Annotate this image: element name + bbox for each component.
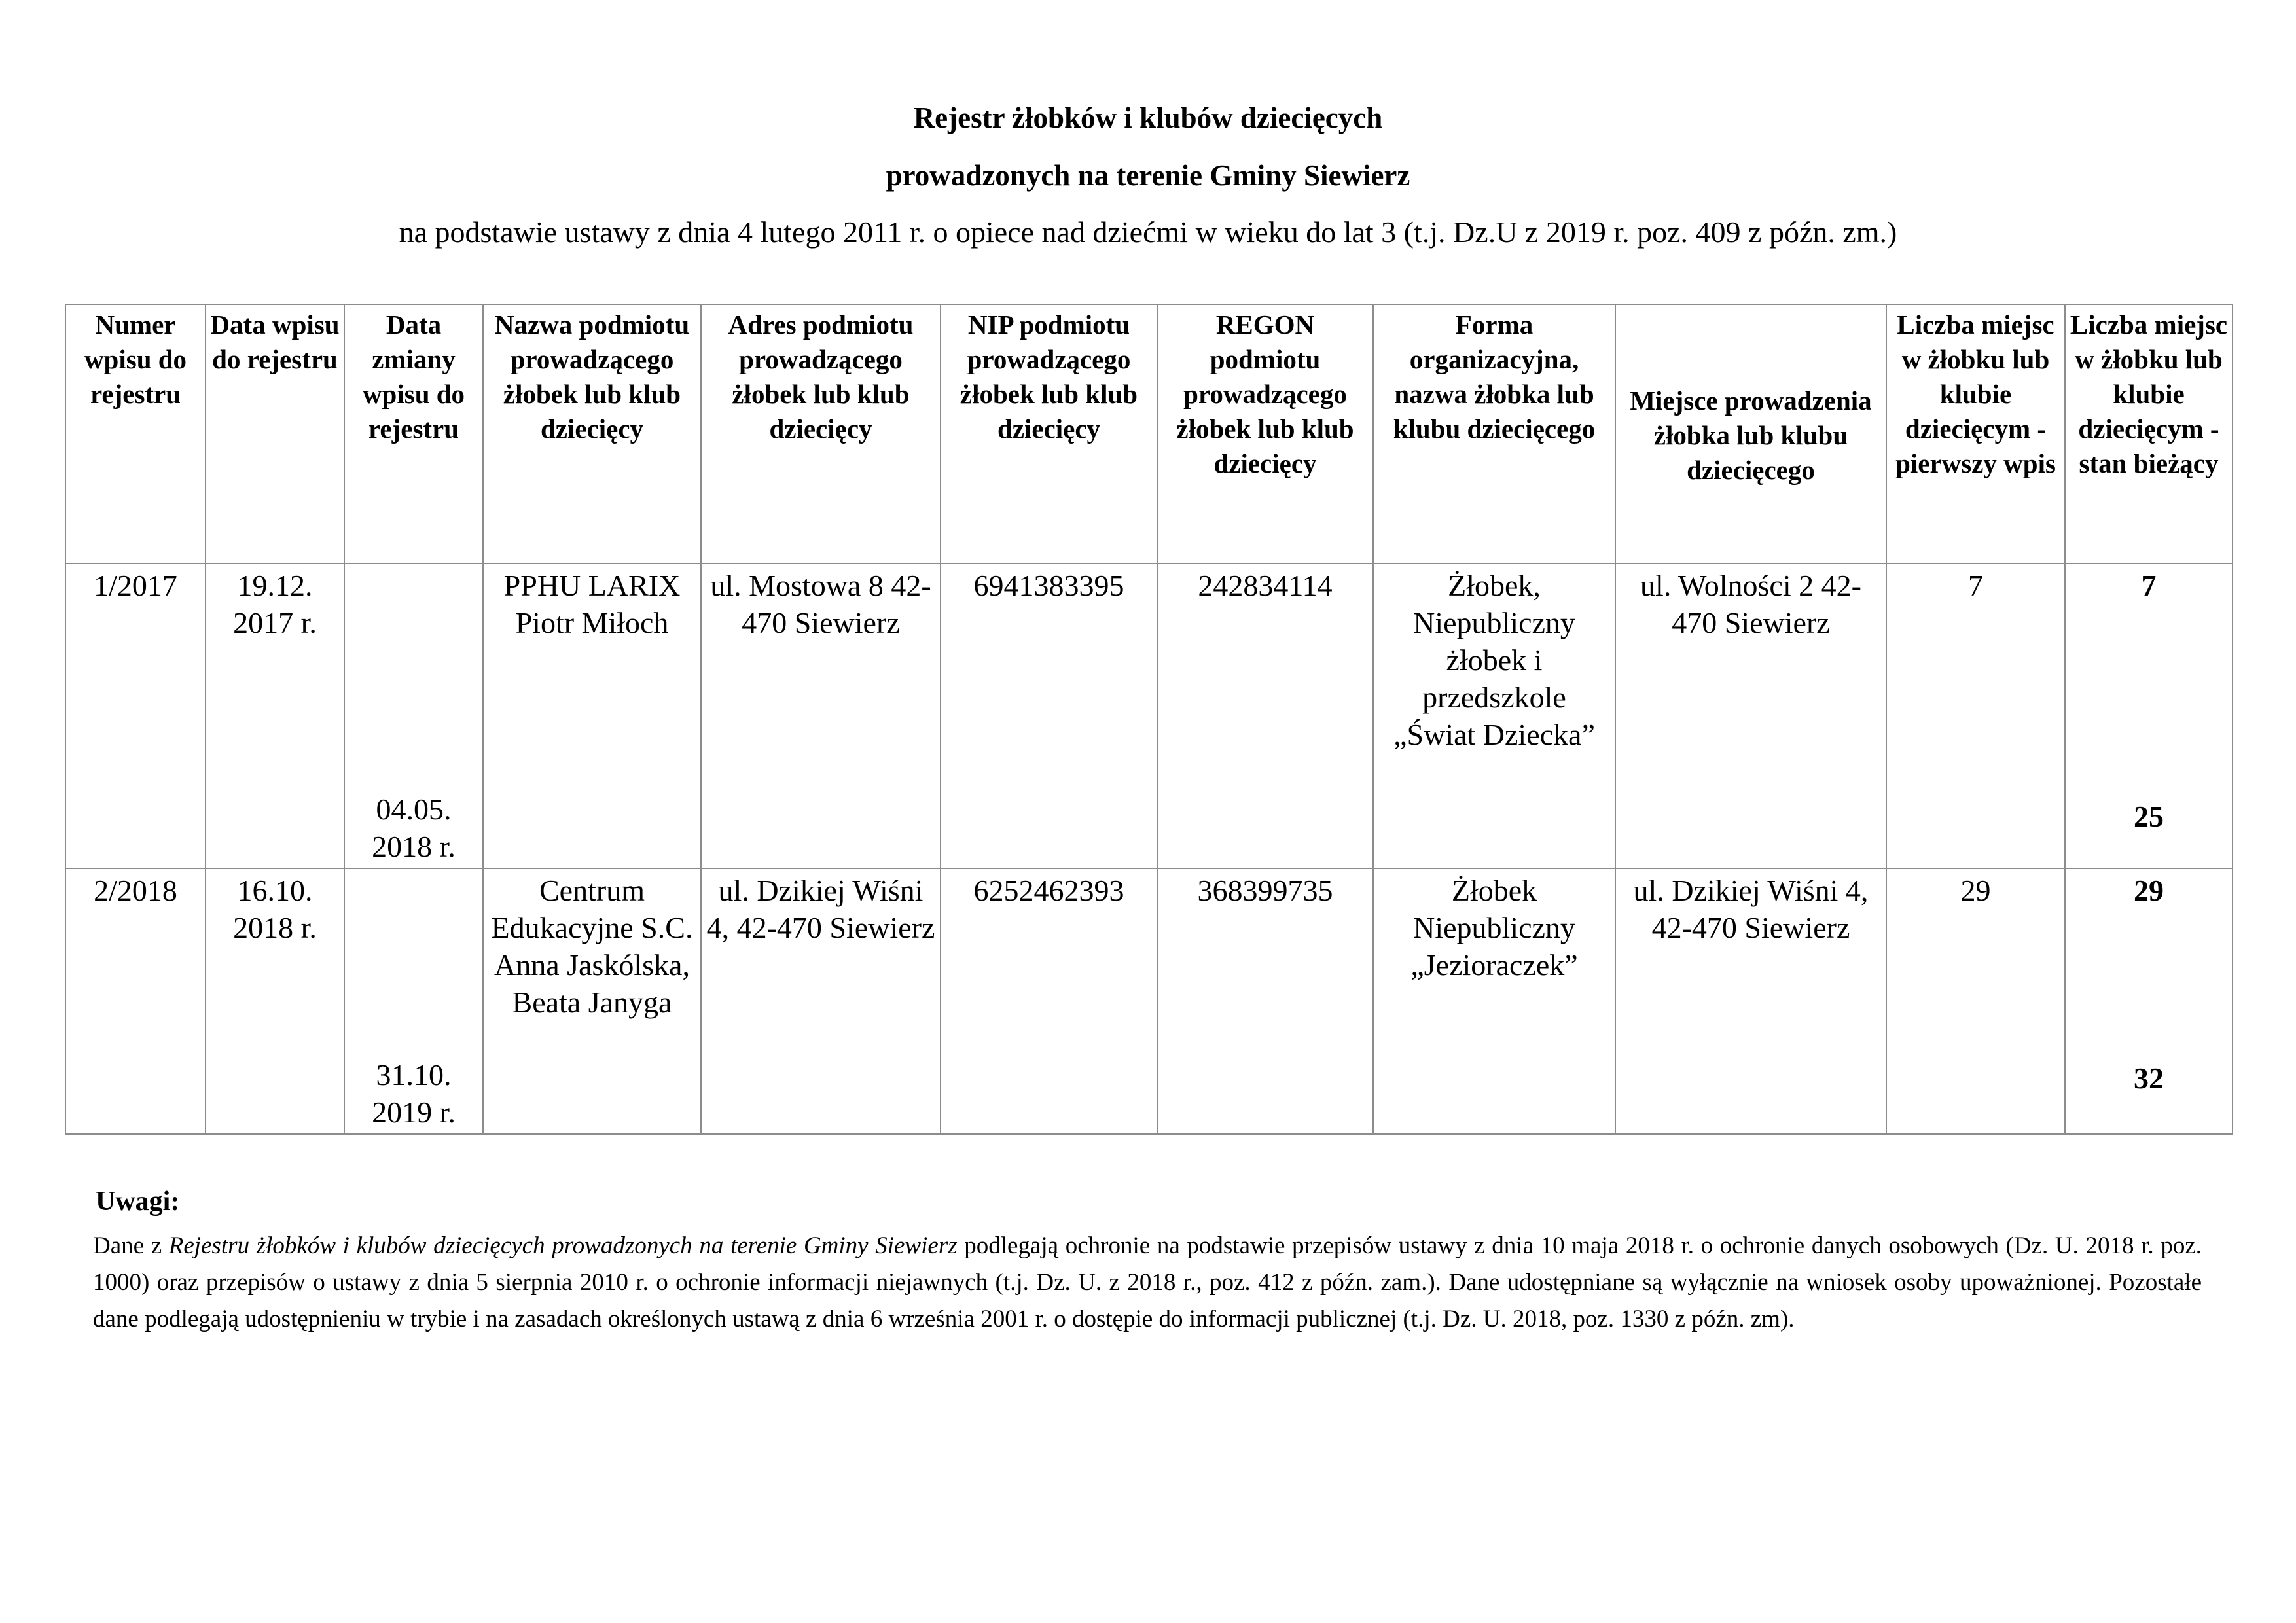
column-header-location: Miejsce prowadzenia żłobka lub klubu dziecięcego [1615, 304, 1886, 563]
cell-location: ul. Wolności 2 42-470 Siewierz [1615, 563, 1886, 868]
document-title-line2: prowadzonych na terenie Gminy Siewierz [886, 159, 1410, 192]
notes-text-start: Dane z [93, 1232, 169, 1259]
register-table [65, 304, 2233, 1135]
cell-places-first: 29 [1886, 868, 2065, 1134]
notes-register-name: Rejestru żłobków i klubów dziecięcych prowadzonych na terenie Gminy Siewierz [168, 1232, 958, 1259]
places-current-changed: 25 [2134, 800, 2164, 833]
table-header-row [65, 304, 2233, 563]
change-date-value: 04.05. 2018 r. [372, 793, 456, 863]
cell-location: ul. Dzikiej Wiśni 4, 42-470 Siewierz [1615, 868, 1886, 1134]
notes-heading: Uwagi: [96, 1186, 180, 1217]
column-header-places-first: Liczba miejsc w żłobku lub klubie dziecięcym - pierwszy wpis [1886, 304, 2065, 563]
cell-form-name: Żłobek Niepubliczny „Jezioraczek” [1373, 868, 1615, 1134]
document-title: Rejestr żłobków i klubów dziecięcych [913, 101, 1383, 134]
document-subtitle: na podstawie ustawy z dnia 4 lutego 2011 r. o opiece nad dziećmi w wieku do lat 3 (t.j. Dz.U z 2019 r. poz. 409 z późn. zm.) [399, 215, 1897, 249]
cell-number: 1/2017 [65, 563, 206, 868]
column-header-entry-date: Data wpisu do rejestru [206, 304, 344, 563]
column-header-number: Numer wpisu do rejestru [65, 304, 206, 563]
column-header-entity-name: Nazwa podmiotu prowadzącego żłobek lub klub dziecięcy [483, 304, 701, 563]
notes-text-rest: podlegają ochronie na podstawie przepisów ustawy z dnia 10 maja 2018 r. o ochronie danych osobowych (Dz. U. 2018 r. poz. 1000) oraz przepisów o ustawy z dnia 5 sierpnia 2010 r. o ochronie informacji niejawnych (t.j. Dz. U. z 2018 r., poz. 412 z późn. zam.). Dane udostępniane są wyłącznie na wniosek osoby upoważnionej. Pozostałe dane podlegają udostępnieniu w trybie i na zasadach określonych ustawą z dnia 6 września 2001 r. o dostępie do informacji publicznej (t.j. Dz. U. 2018, poz. 1330 z późn. zm). [93, 1232, 2202, 1332]
column-header-places-current: Liczba miejsc w żłobku lub klubie dziecięcym - stan bieżący [2065, 304, 2233, 563]
places-current-initial: 29 [2134, 874, 2164, 907]
cell-form-name: Żłobek, Niepubliczny żłobek i przedszkole „Świat Dziecka” [1373, 563, 1615, 868]
cell-change-date [344, 563, 483, 868]
cell-regon: 242834114 [1157, 563, 1373, 868]
cell-entry-date: 16.10. 2018 r. [206, 868, 344, 1134]
cell-entry-date: 19.12. 2017 r. [206, 563, 344, 868]
notes-text [93, 1228, 2202, 1338]
cell-nip: 6941383395 [941, 563, 1157, 868]
cell-entity-address: ul. Mostowa 8 42-470 Siewierz [701, 563, 941, 868]
cell-entity-name: PPHU LARIX Piotr Miłoch [483, 563, 701, 868]
cell-places-current [2065, 868, 2233, 1134]
cell-entity-name: Centrum Edukacyjne S.C. Anna Jaskólska, Beata Janyga [483, 868, 701, 1134]
places-current-changed: 32 [2134, 1061, 2164, 1095]
places-current-initial: 7 [2141, 569, 2157, 602]
column-header-entity-address: Adres podmiotu prowadzącego żłobek lub klub dziecięcy [701, 304, 941, 563]
column-header-change-date: Data zmiany wpisu do rejestru [344, 304, 483, 563]
column-header-regon: REGON podmiotu prowadzącego żłobek lub klub dziecięcy [1157, 304, 1373, 563]
cell-entity-address: ul. Dzikiej Wiśni 4, 42-470 Siewierz [701, 868, 941, 1134]
cell-change-date [344, 868, 483, 1134]
cell-nip: 6252462393 [941, 868, 1157, 1134]
cell-places-first: 7 [1886, 563, 2065, 868]
cell-number: 2/2018 [65, 868, 206, 1134]
change-date-value: 31.10. 2019 r. [372, 1058, 456, 1129]
cell-places-current [2065, 563, 2233, 868]
cell-regon: 368399735 [1157, 868, 1373, 1134]
column-header-form-name: Forma organizacyjna, nazwa żłobka lub klubu dziecięcego [1373, 304, 1615, 563]
column-header-nip: NIP podmiotu prowadzącego żłobek lub klub dziecięcy [941, 304, 1157, 563]
table-row [65, 563, 2233, 868]
table-row [65, 868, 2233, 1134]
